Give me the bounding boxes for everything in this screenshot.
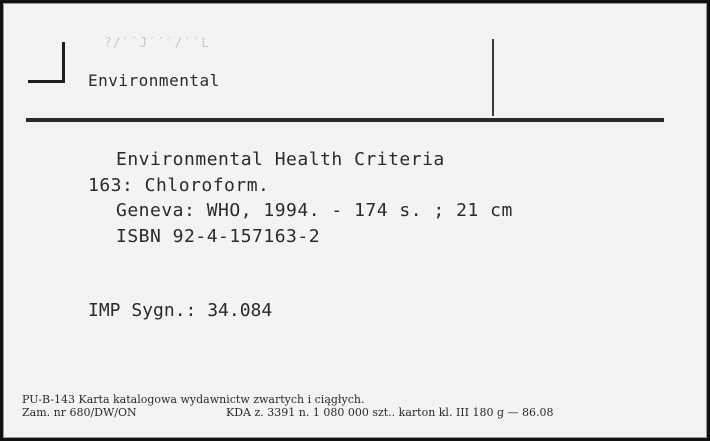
entry-title: Environmental Health Criteria <box>116 149 445 170</box>
faint-header-text: ?/′′J′′′/′′L <box>104 36 210 51</box>
subject-heading: Environmental <box>88 71 220 90</box>
footer-line-1: PU-B-143 Karta katalogowa wydawnictw zwartych i ciągłych. <box>22 393 365 406</box>
entry-imprint: Geneva: WHO, 1994. - 174 s. ; 21 cm <box>116 200 513 221</box>
corner-mark-horizontal <box>28 80 65 83</box>
catalog-card <box>3 3 707 438</box>
footer-line-2-right: KDA z. 3391 n. 1 080 000 szt.. karton kl. III 180 g — 86.08 <box>226 406 554 419</box>
corner-mark-vertical <box>62 42 65 82</box>
footer-line-2-left: Zam. nr 680/DW/ON <box>22 406 137 419</box>
entry-isbn: ISBN 92-4-157163-2 <box>116 226 321 247</box>
entry-series: 163: Chloroform. <box>88 175 270 196</box>
call-number: IMP Sygn.: 34.084 <box>88 300 273 321</box>
horizontal-rule <box>26 118 664 122</box>
vertical-divider <box>492 39 494 116</box>
